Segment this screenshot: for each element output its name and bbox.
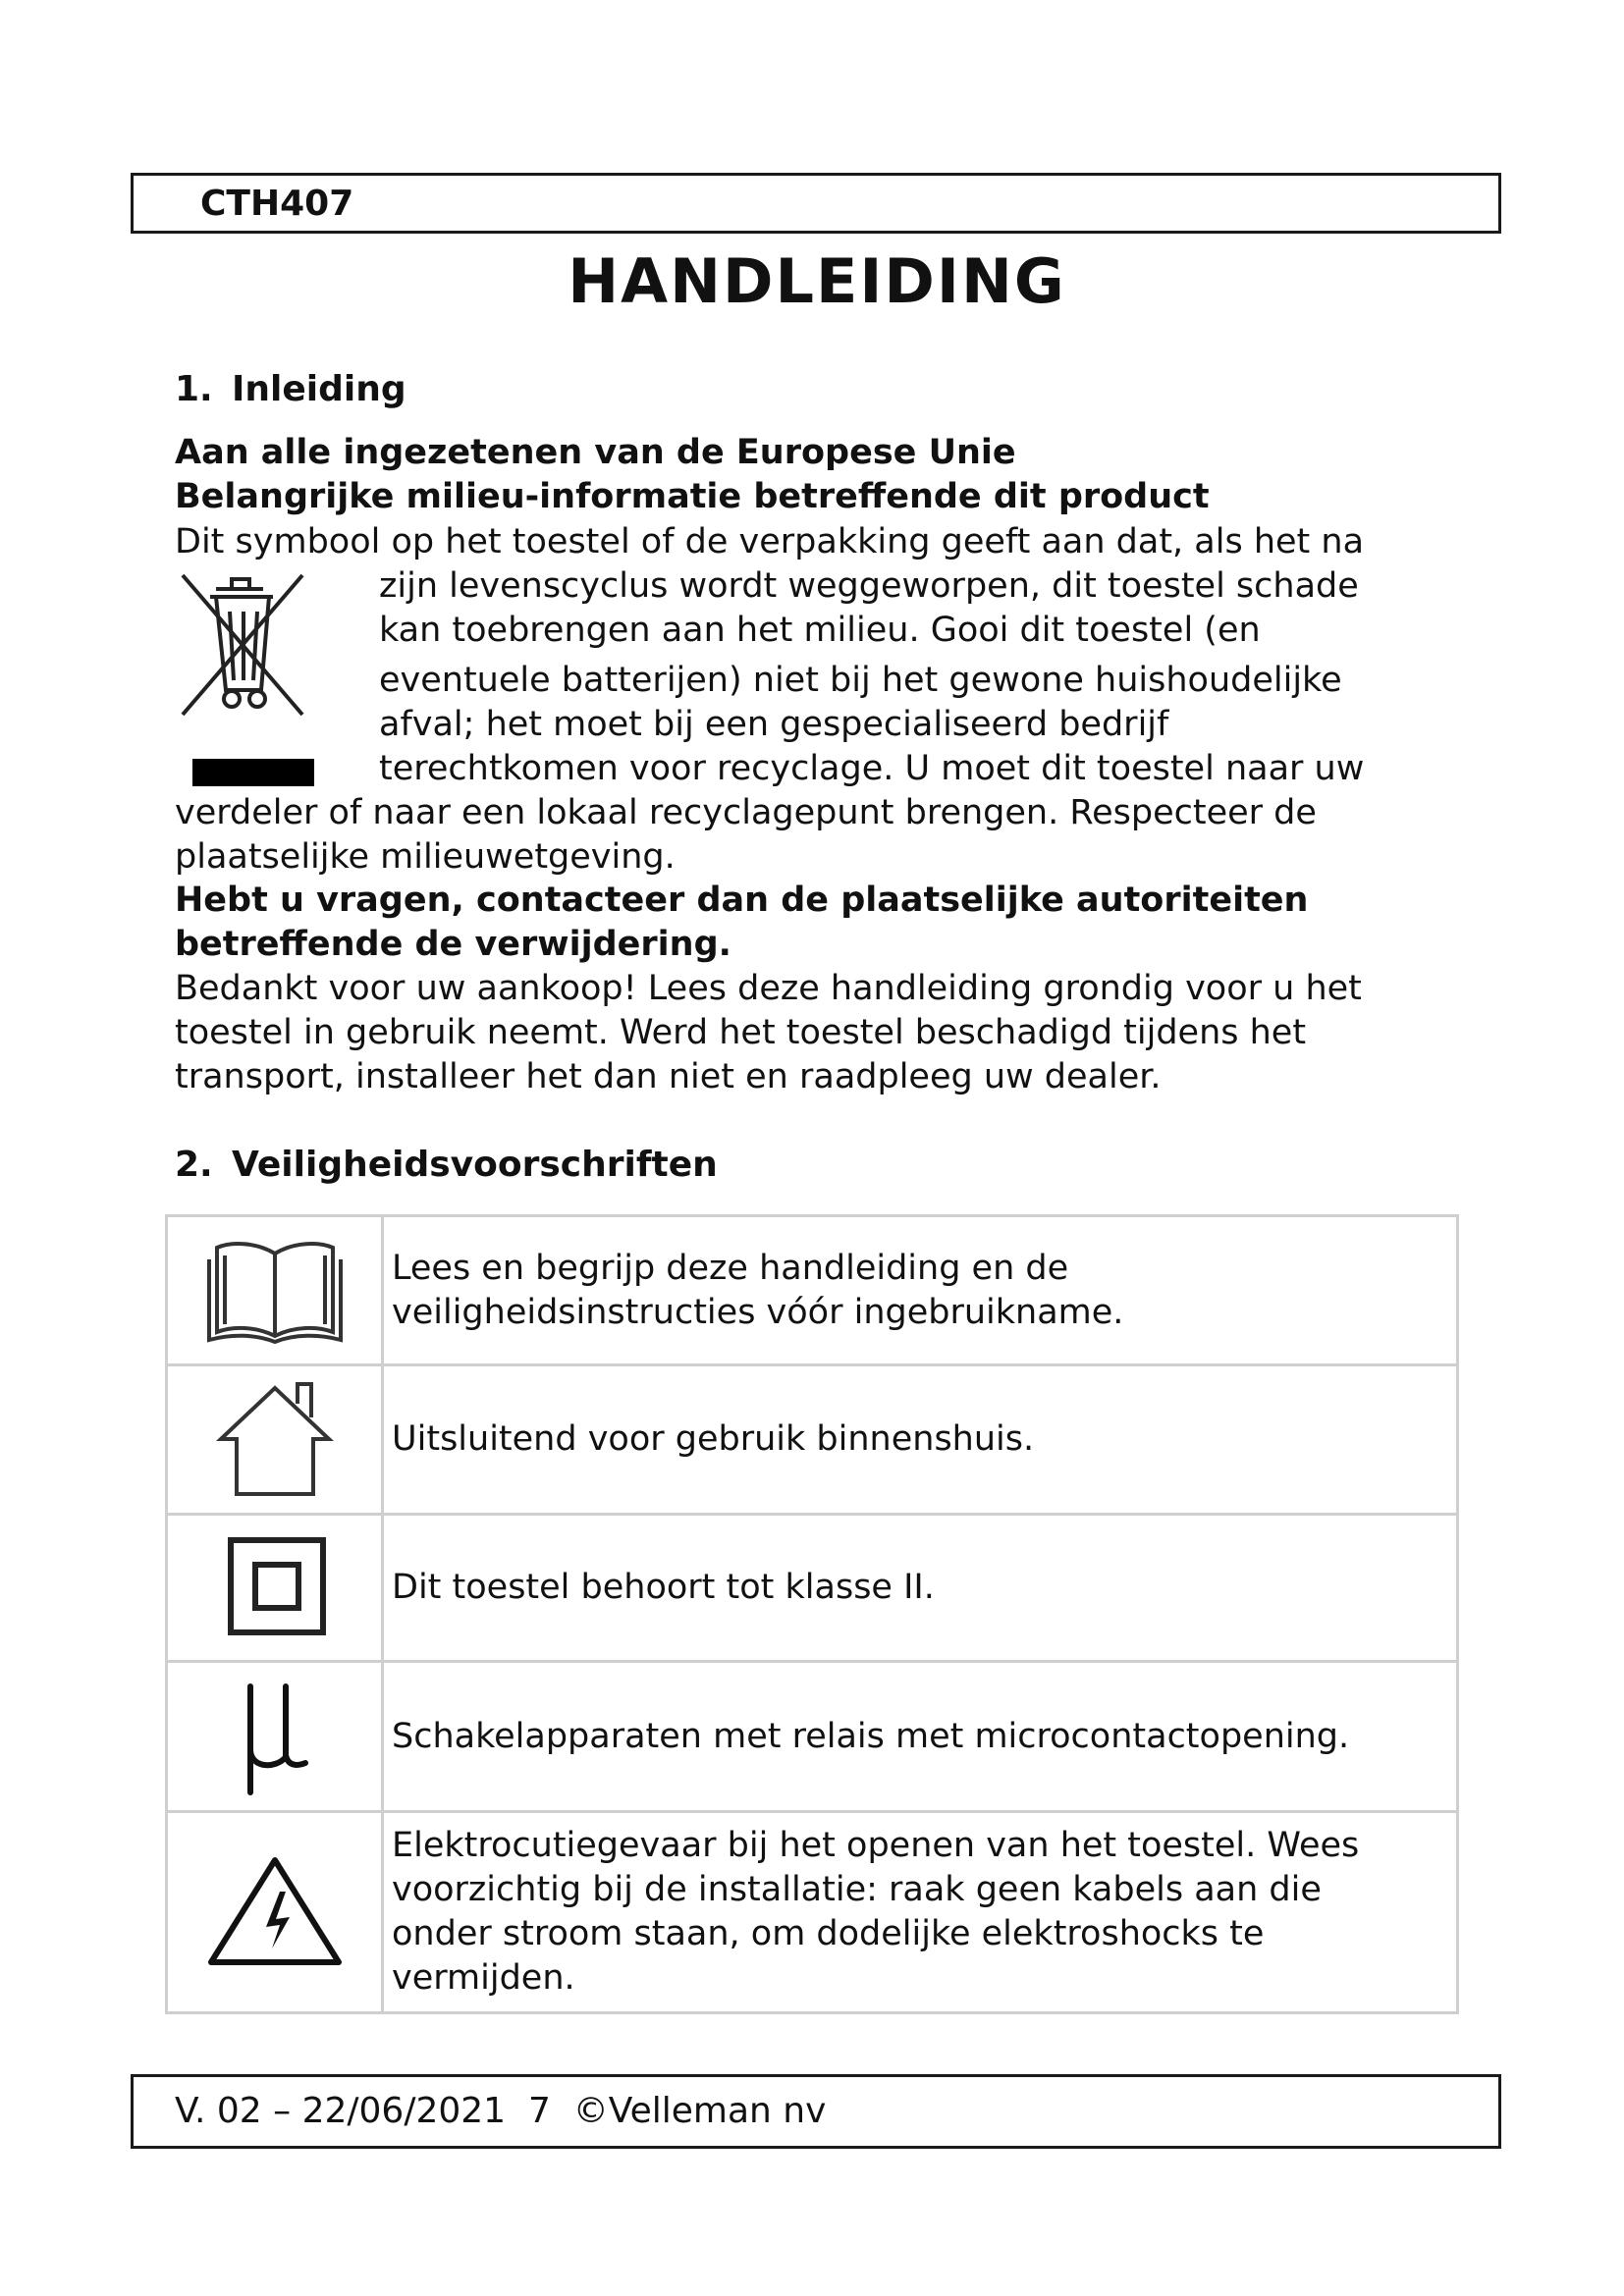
- weee-text-line: afval; het moet bij een gespecialiseerd bedrijf: [379, 705, 1169, 744]
- safety-text-line: Dit toestel behoort tot klasse II.: [392, 1568, 935, 1607]
- question-line: betreffende de verwijdering.: [175, 925, 731, 964]
- electric-shock-warning-icon: [201, 1846, 349, 1974]
- safety-row: [167, 1365, 1458, 1515]
- weee-text-line: verdeler of naar een lokaal recyclagepunt brengen. Respecteer de: [175, 793, 1317, 832]
- section-2-label: Veiligheidsvoorschriften: [232, 1145, 718, 1185]
- class-ii-icon: [211, 1522, 339, 1650]
- section-1-title: [175, 369, 406, 409]
- safety-text-line: veiligheidsinstructies vóór ingebruikname.: [392, 1292, 1124, 1332]
- safety-text-line: onder stroom staan, om dodelijke elektroshocks te: [392, 1914, 1265, 1953]
- section-2-title: [175, 1145, 718, 1185]
- indoor-house-icon: [201, 1374, 349, 1502]
- safety-text-line: vermijden.: [392, 1958, 575, 1998]
- manual-book-icon: [201, 1230, 349, 1348]
- micro-switch-icon: [211, 1671, 339, 1798]
- weee-text-line: zijn levenscyclus wordt weggeworpen, dit toestel schade: [379, 566, 1359, 606]
- footer-text: V. 02 – 22/06/2021 7 ©Velleman nv: [175, 2091, 827, 2131]
- safety-row: [167, 1662, 1458, 1812]
- environment-heading: Belangrijke milieu-informatie betreffende dit product: [175, 477, 1210, 516]
- section-1-label: Inleiding: [232, 369, 406, 409]
- safety-text-line: Lees en begrijp deze handleiding en de: [392, 1248, 1069, 1288]
- thanks-line: transport, installeer het dan niet en raadpleeg uw dealer.: [175, 1057, 1162, 1096]
- model-header-box: [131, 173, 1501, 234]
- safety-text-line: Elektrocutiegevaar bij het openen van het toestel. Wees: [392, 1826, 1360, 1865]
- crossed-out-wheelie-bin-icon: [175, 567, 322, 793]
- safety-table: [165, 1214, 1459, 2014]
- question-line: Hebt u vragen, contacteer dan de plaatselijke autoriteiten: [175, 881, 1309, 920]
- safety-text-line: voorzichtig bij de installatie: raak geen kabels aan die: [392, 1870, 1322, 1909]
- safety-row: [167, 1216, 1458, 1365]
- weee-text-line: terechtkomen voor recyclage. U moet dit toestel naar uw: [379, 749, 1365, 788]
- thanks-line: Bedankt voor uw aankoop! Lees deze handleiding grondig voor u het: [175, 969, 1362, 1008]
- safety-row: [167, 1515, 1458, 1662]
- section-1-number: 1.: [175, 369, 213, 409]
- safety-text-line: Uitsluitend voor gebruik binnenshuis.: [392, 1419, 1035, 1459]
- document-title: HANDLEIDING: [568, 245, 1066, 317]
- model-code: CTH407: [200, 184, 354, 224]
- weee-text-line: plaatselijke milieuwetgeving.: [175, 837, 676, 877]
- weee-text-line: kan toebrengen aan het milieu. Gooi dit toestel (en: [379, 611, 1261, 650]
- safety-row: [167, 1812, 1458, 2013]
- section-2-number: 2.: [175, 1145, 213, 1185]
- weee-text-line: eventuele batterijen) niet bij het gewone huishoudelijke: [379, 661, 1342, 700]
- thanks-line: toestel in gebruik neemt. Werd het toestel beschadigd tijdens het: [175, 1013, 1307, 1052]
- footer-box: [131, 2074, 1501, 2149]
- eu-heading: Aan alle ingezetenen van de Europese Unie: [175, 433, 1016, 472]
- safety-text-line: Schakelapparaten met relais met microcontactopening.: [392, 1716, 1350, 1756]
- weee-text-line: Dit symbool op het toestel of de verpakking geeft aan dat, als het na: [175, 522, 1365, 561]
